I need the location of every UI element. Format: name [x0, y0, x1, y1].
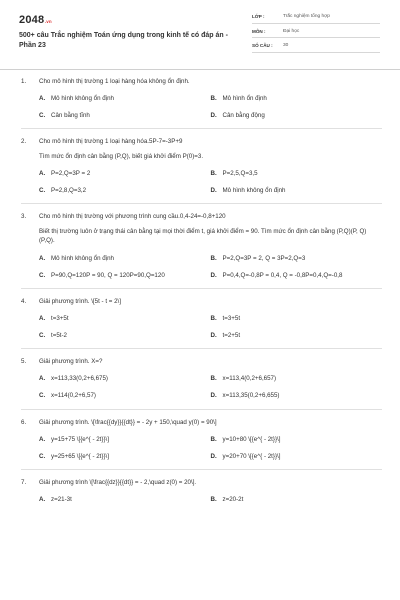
option-letter: B.: [210, 95, 217, 103]
answer-option-c[interactable]: [39, 332, 211, 340]
answer-option-c[interactable]: [39, 272, 211, 280]
option-text: Cân bằng động: [222, 112, 265, 120]
option-text: P=2,Q=3P = 2, Q = 3P=2,Q=3: [222, 254, 306, 262]
option-letter: D.: [210, 271, 217, 279]
option-text: y=15+75 \[{e^{ - 2t}}\]: [51, 435, 109, 443]
question-number: 2.: [21, 138, 27, 146]
question-text: Giải phương trình. \[\frac{{dy}}{{dt}} = - 2y + 150,\quad y(0) = 90\]: [39, 418, 217, 426]
options-row: [39, 269, 382, 283]
question-5: [0, 358, 400, 409]
answer-option-c[interactable]: [39, 392, 211, 400]
question-stem: [21, 298, 382, 306]
logo-text: 2048: [19, 14, 45, 26]
question-4: [0, 298, 400, 349]
question-stem: [21, 78, 382, 86]
option-letter: D.: [210, 187, 217, 195]
answer-option-d[interactable]: [211, 453, 383, 461]
question-description: Biết thị trường luôn ở trạng thái cân bằng tại mọi thời điểm t, giá khởi điểm = 90. Tìm mức ổn định cân bằng (P,Q)(P, Q)(P,Q).: [39, 227, 367, 245]
option-text: Mô hình không ổn định: [51, 95, 114, 103]
answer-options: [21, 373, 382, 404]
option-letter: A.: [39, 375, 46, 383]
option-text: P=2,Q=3P = 2: [51, 170, 91, 178]
options-row: [39, 109, 382, 123]
question-text: Giải phương trình \[\frac{{dz}}{{dt}} = - 2,\quad z(0) = 20\].: [39, 478, 197, 486]
question-list: [0, 78, 400, 510]
answer-option-b[interactable]: [211, 315, 383, 323]
document-title: 500+ câu Trắc nghiệm Toán ứng dụng trong kinh tế có đáp án - Phần 23: [19, 32, 228, 50]
option-text: t=2+5t: [222, 332, 241, 340]
logo-tld: .vn: [44, 19, 52, 24]
option-text: y=10+80 \[{e^{ - 2t}}\]: [222, 435, 281, 443]
option-text: P=2,8,Q=3,2: [51, 187, 87, 195]
option-text: x=113,35(0,2+6,655): [222, 392, 280, 400]
answer-option-b[interactable]: [211, 436, 383, 444]
answer-option-b[interactable]: [211, 255, 383, 263]
meta-label: MÔN :: [252, 28, 266, 34]
page-header: [0, 0, 400, 66]
options-row: [39, 252, 382, 266]
option-text: Cân bằng tĩnh: [51, 112, 90, 120]
option-letter: A.: [39, 95, 46, 103]
option-letter: B.: [210, 435, 217, 443]
option-letter: B.: [210, 170, 217, 178]
answer-options: [21, 433, 382, 464]
answer-options: [21, 92, 382, 123]
option-text: P=0,4,Q=-0,8P = 0,4, Q = -0,8P=0,4,Q=-0,8: [222, 271, 343, 279]
option-letter: A.: [39, 496, 46, 504]
options-row: [39, 373, 382, 387]
option-letter: B.: [210, 496, 217, 504]
meta-row-subject: [252, 27, 380, 39]
question-divider: [21, 203, 382, 204]
answer-option-d[interactable]: [211, 272, 383, 280]
meta-label: LỚP :: [252, 14, 265, 20]
option-text: y=25+65 \[{e^{ - 2t}}\]: [51, 452, 109, 460]
option-letter: C.: [39, 452, 46, 460]
answer-option-b[interactable]: [211, 170, 383, 178]
question-6: [0, 419, 400, 470]
option-letter: B.: [210, 254, 217, 262]
option-letter: B.: [210, 375, 217, 383]
option-text: y=20+70 \[{e^{ - 2t}}\]: [222, 452, 281, 460]
option-letter: D.: [210, 112, 217, 120]
answer-options: [21, 312, 382, 343]
option-text: t=3+5t: [51, 315, 69, 323]
answer-options: [21, 493, 382, 507]
question-stem: [21, 213, 382, 221]
option-text: x=113,33(0,2+6,675): [51, 375, 108, 383]
option-letter: D.: [210, 332, 217, 340]
answer-option-c[interactable]: [39, 187, 211, 195]
option-text: z=21-3t: [51, 496, 72, 504]
option-letter: D.: [210, 392, 217, 400]
answer-option-a[interactable]: [39, 436, 211, 444]
option-letter: C.: [39, 392, 46, 400]
option-letter: C.: [39, 187, 46, 195]
options-row: [39, 329, 382, 343]
answer-option-d[interactable]: [211, 112, 383, 120]
question-divider: [21, 128, 382, 129]
meta-row-count: [252, 41, 380, 53]
question-number: 3.: [21, 213, 27, 221]
option-letter: C.: [39, 332, 46, 340]
option-letter: D.: [210, 452, 217, 460]
option-text: t=3+5t: [222, 315, 241, 323]
question-stem: [21, 358, 382, 366]
option-letter: A.: [39, 170, 46, 178]
answer-option-a[interactable]: [39, 496, 211, 504]
answer-option-a[interactable]: [39, 375, 211, 383]
question-number: 7.: [21, 478, 27, 486]
question-1: [0, 78, 400, 129]
question-2: [0, 138, 400, 204]
question-7: [0, 479, 400, 507]
question-description: Tìm mức ổn định cân bằng (P,Q), biết giá khởi điểm P(0)=3.: [39, 152, 204, 160]
question-3: [0, 213, 400, 289]
option-text: z=20-2t: [222, 496, 244, 504]
option-letter: C.: [39, 271, 46, 279]
question-stem: [21, 479, 382, 487]
site-logo[interactable]: [19, 13, 52, 28]
answer-option-d[interactable]: [211, 392, 383, 400]
question-divider: [21, 469, 382, 470]
answer-option-a[interactable]: [39, 255, 211, 263]
answer-options: [21, 252, 382, 283]
meta-value: Đại học: [283, 28, 300, 34]
question-text: Giải phương trình. X=?: [39, 358, 103, 366]
option-letter: A.: [39, 435, 46, 443]
option-letter: A.: [39, 254, 46, 262]
option-text: P=90,Q=120P = 90, Q = 120P=90,Q=120: [51, 271, 165, 279]
option-letter: C.: [39, 112, 46, 120]
answer-option-b[interactable]: [211, 375, 383, 383]
meta-value: 30: [283, 43, 289, 49]
answer-option-d[interactable]: [211, 187, 383, 195]
answer-option-b[interactable]: [211, 95, 383, 103]
answer-options: [21, 167, 382, 198]
question-stem: [21, 138, 382, 146]
option-text: Mô hình không ổn định: [222, 187, 286, 195]
answer-option-c[interactable]: [39, 112, 211, 120]
option-text: Mô hình ổn định: [222, 95, 267, 103]
answer-option-b[interactable]: [211, 496, 383, 504]
answer-option-a[interactable]: [39, 315, 211, 323]
options-row: [39, 92, 382, 106]
answer-option-a[interactable]: [39, 170, 211, 178]
options-row: [39, 493, 382, 507]
question-text: Cho mô hình thị trường 1 loại hàng hóa.5P-7=-3P+9: [39, 138, 183, 146]
question-number: 6.: [21, 418, 27, 426]
options-row: [39, 390, 382, 404]
question-number: 5.: [21, 358, 27, 366]
option-letter: B.: [210, 315, 217, 323]
answer-option-a[interactable]: [39, 95, 211, 103]
answer-option-d[interactable]: [211, 332, 383, 340]
options-row: [39, 312, 382, 326]
question-number: 1.: [21, 78, 27, 85]
options-row: [39, 167, 382, 181]
document-meta: [252, 12, 380, 56]
option-letter: A.: [39, 315, 46, 323]
question-text: Giải phương trình. \[5t - t = 2\]: [39, 297, 121, 305]
question-text: Cho mô hình thị trường 1 loại hàng hóa không ổn định.: [39, 78, 190, 85]
option-text: x=113,4(0,2+6,657): [222, 375, 277, 383]
meta-value: Trắc nghiệm tổng hợp: [283, 14, 330, 20]
question-number: 4.: [21, 297, 27, 305]
options-row: [39, 184, 382, 198]
question-divider: [21, 409, 382, 410]
options-row: [39, 450, 382, 464]
option-text: P=2,5,Q=3,5: [222, 170, 258, 178]
answer-option-c[interactable]: [39, 453, 211, 461]
question-divider: [21, 348, 382, 349]
option-text: Mô hình không ổn định: [51, 254, 114, 262]
question-text: Cho mô hình thị trường với phương trình cung cầu.0,4-24=-0,8+120: [39, 213, 226, 221]
options-row: [39, 433, 382, 447]
header-divider: [0, 69, 400, 70]
question-stem: [21, 419, 382, 427]
option-text: x=114(0,2+6,57): [51, 392, 96, 400]
meta-label: SỐ CÂU :: [252, 43, 273, 49]
option-text: t=5t-2: [51, 332, 67, 340]
question-divider: [21, 288, 382, 289]
meta-row-class: [252, 12, 380, 24]
